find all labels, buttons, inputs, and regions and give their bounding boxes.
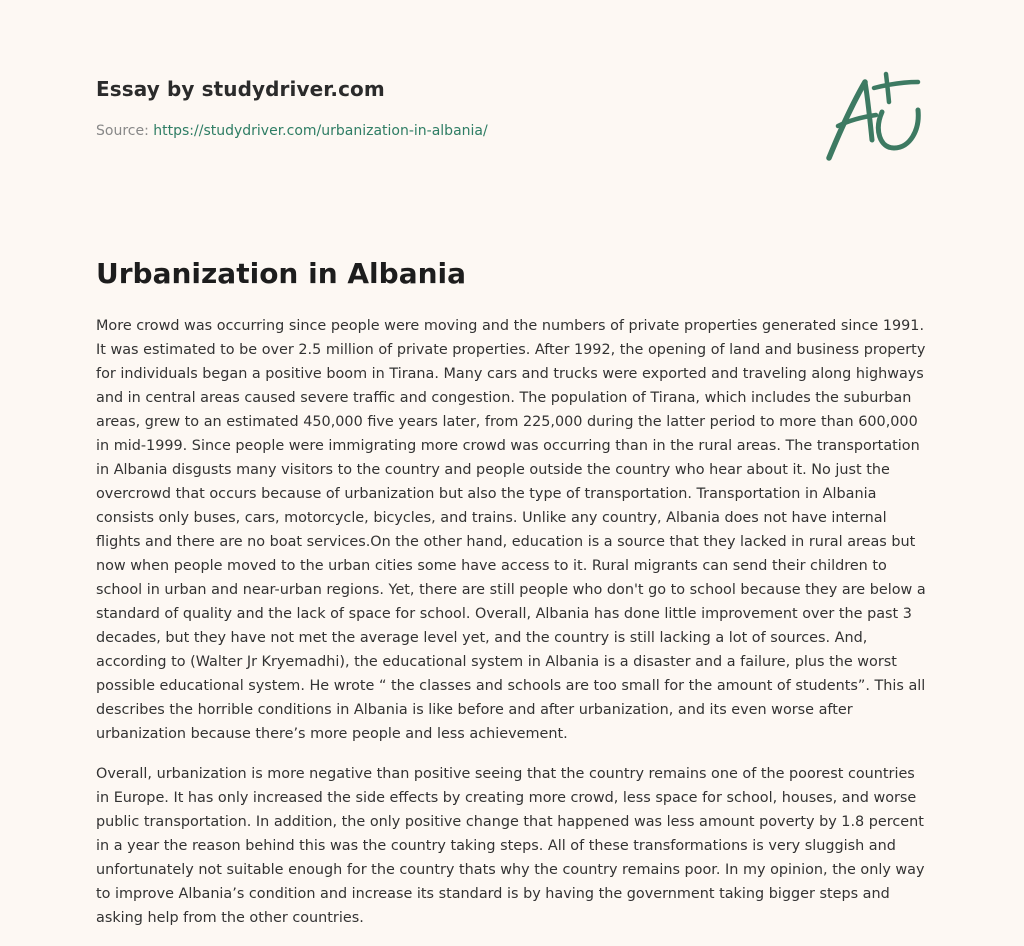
source-line [96,121,796,141]
article-paragraph: More crowd was occurring since people were moving and the numbers of private properties generated since 1991. It was estimated to be over 2.5 million of private properties. After 1992, the opening of land and business property for individuals began a positive boom in Tirana. Many cars and trucks were exported and traveling along highways and in central areas caused severe traffic and congestion. The population of Tirana, which includes the suburban areas, grew to an estimated 450,000 five years later, from 225,000 during the latter period to more than 600,000 in mid-1999. Since people were immigrating more crowd was occurring than in the rural areas. The transportation in Albania disgusts many visitors to the country and people outside the country who hear about it. No just the overcrowd that occurs because of urbanization but also the type of transportation. Transportation in Albania consists only buses, cars, motorcycle, bicycles, and trains. Unlike any country, Albania does not have internal flights and there are no boat services.On the other hand, education is a source that they lacked in rural areas but now when people moved to the urban cities some have access to it. Rural migrants can send their children to school in urban and near-urban regions. Yet, there are still people who don't go to school because they are below a standard of quality and the lack of space for school. Overall, Albania has done little improvement over the past 3 decades, but they have not met the average level yet, and the country is still lacking a lot of sources. And, according to (Walter Jr Kryemadhi), the educational system in Albania is a disaster and a failure, plus the worst possible educational system. He wrote “ the classes and schools are too small for the amount of students”. This all describes the horrible conditions in Albania is like before and after urbanization, and its even worse after urbanization because there’s more people and less achievement. [96,318,926,742]
article-paragraph: Overall, urbanization is more negative than positive seeing that the country remains one of the poorest countries in Europe. It has only increased the side effects by creating more crowd, less space for school, houses, and worse public transportation. In addition, the only positive change that happened was less amount poverty by 1.8 percent in a year the reason behind this was the country taking steps. All of these transformations is very sluggish and unfortunately not suitable enough for the country thats why the country remains poor. In my opinion, the only way to improve Albania’s condition and increase its standard is by having the government taking bigger steps and asking help from the other countries. [96,766,925,926]
source-link[interactable]: https://studydriver.com/urbanization-in-albania/ [153,123,488,139]
article-title: Urbanization in Albania [96,257,467,290]
article-body [96,314,930,946]
source-label: Source: [96,123,154,139]
page-header [96,75,796,141]
a-plus-logo-icon [822,68,928,164]
brand-title: Essay by studydriver.com [96,77,385,101]
